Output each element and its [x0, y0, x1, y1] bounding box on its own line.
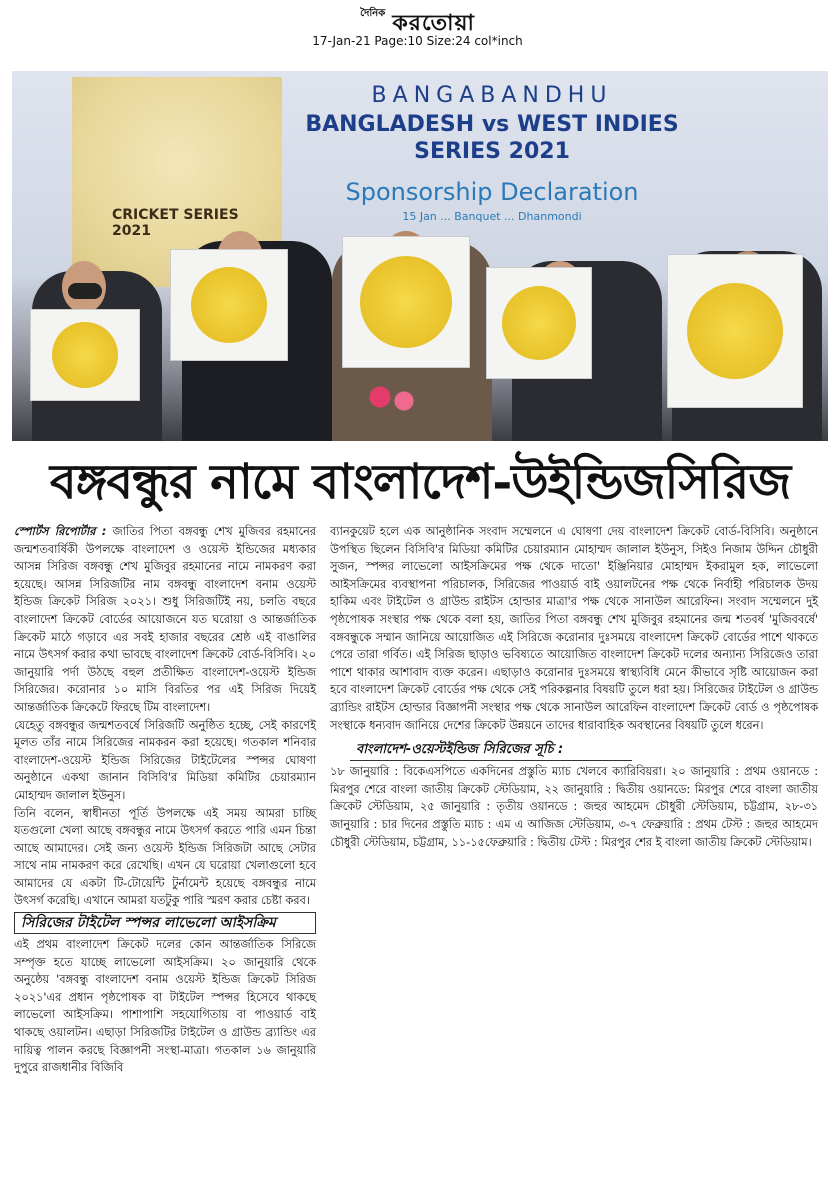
banner-line-4: Sponsorship Declaration — [345, 178, 639, 206]
subheading-schedule: বাংলাদেশ-ওয়েস্টইন্ডিজ সিরিজের সূচি : — [350, 740, 632, 761]
flower-bouquet — [362, 381, 422, 421]
paragraph: এই প্রথম বাংলাদেশ ক্রিকেট দলের কোন আন্তর্জাতিক সিরিজে সম্পৃক্ত হতে যাচ্ছে লাভেলো আইসক্রিম। ২০ জানুয়ারি থেকে অনুষ্ঠেয় 'বঙ্গবন্ধু বাংলাদেশ বনাম ওয়েস্ট ইন্ডিজ ক্রিকেট সিরিজ ২০২১'এর প্রধান পৃষ্ঠপোষক বা টাইটেল স্পন্সর হিসেবে থাকছে লাভেলো আইসক্রিম। পাশাপাশি সহযোগিতায় বা পাওয়ার্ড বাই থাকছে ওয়ালটন। এছাড়া সিরিজটির টাইটেল ও গ্রাউন্ড ব্র্যান্ডিং এর দায়িত্ব পালন করছে বিজ্ঞাপনী সংস্থা-মাত্রা। গতকাল ১৬ জানুয়ারি দুপুরে রাজধানীর বিজিবি — [14, 938, 316, 1075]
board-5 — [667, 254, 803, 408]
paragraph: তিনি বলেন, স্বাধীনতা পূর্তি উপলক্ষে এই সময় আমরা চাচ্ছি যতগুলো খেলা আছে বঙ্গবন্ধুর নামে উৎসর্গ করতে পারি এমন চিন্তা আছে আমাদের। সেই জন্য ওয়েস্ট ইন্ডিজ সিরিজটা আছে সেটার সাথে নাম নামকরণ করে রেখেছি। এখন যে ঘরোয়া খেলাগুলো হবে আমাদের যে একটা টি-টোয়েন্টি টুর্নামেন্ট হয়েছে বঙ্গবন্ধুর নামে উৎসর্গ করেছি। এখানে আমরা যতটুকু পারি স্মরণ করার চেষ্টা করব। — [14, 806, 316, 908]
paragraph: ব্যানকুয়েট হলে এক আনুষ্ঠানিক সংবাদ সম্মেলনে এ ঘোষণা দেয় বাংলাদেশ ক্রিকেট বোর্ড-বিসিবি। অনুষ্ঠানে উপস্থিত ছিলেন বিসিবি'র মিডিয়া কমিটির চেয়ারম্যান মোহাম্মদ জালাল ইউনুস, সিইও নিজাম উদ্দিন চৌধুরী সুজন, স্পন্সর লাভেলো আইসক্রিমের পক্ষ থেকে দাতো' ইঞ্জিনিয়ার মোহাম্মদ ইকরামুল হক, লাভেলো আইসক্রিমের ব্যবস্থাপনা পরিচালক, সিরিজের পাওয়ার্ড বাই ওয়ালটনের পক্ষ থেকে নির্বাহী পরিচালক উদয় হাকিম এবং টাইটেল ও গ্রাউন্ড রাইটস হোল্ডার মাত্রা'র পক্ষ থেকে সানাউল আরেফিন। সংবাদ সম্মেলনে দুই পৃষ্ঠপোষক সংস্থার পক্ষ থেকে বলা হয়, জাতির পিতা বঙ্গবন্ধু শেখ মুজিবুর রহমানের জন্ম শতবর্ষ 'মুজিববর্ষে' বঙ্গবন্ধুকে সম্মান জানিয়ে আয়োজিত এই সিরিজে করোনার দুঃসময়ে বাংলাদেশ ক্রিকেট বোর্ডের পাশে থাকতে পেরে তারা গর্বিত। এই সিরিজ ছাড়াও ভবিষ্যতে আয়োজিত বাংলাদেশ ক্রিকেট দলের অন্যান্য সিরিজেও তারা পাশে থাকার আশাবাদ ব্যক্ত করেন। এছাড়াও করোনার দুঃসময়ে স্বাস্থ্যবিধি মেনে কীভাবে সৃষ্টি আয়োজন করা হবে বাংলাদেশ ক্রিকেট বোর্ডের পক্ষ থেকে সেই পরিকল্পনার বিষয়টি তুলে ধরা হয়। সিরিজের টাইটেল ও গ্রাউন্ড ব্র্যান্ডিং রাইটস হোল্ডার বিজ্ঞাপনী সংস্থার পক্ষ থেকে সানাউল আরেফিন বাংলাদেশ ক্রিকেট বোর্ড ও পৃষ্ঠপোষক সংস্থাকে ধন্যবাদ জানিয়ে দেশের ক্রিকেট উন্নয়নে তাদের ধারাবাহিক অবস্থানের বিষয়টি তুলে ধরেন। — [330, 525, 818, 732]
event-banner — [292, 83, 692, 223]
article-column-2 — [330, 523, 818, 851]
board-1 — [30, 309, 140, 401]
news-photo — [12, 71, 828, 441]
paragraph — [14, 523, 316, 717]
newspaper-logo: করতোয়া — [392, 11, 475, 36]
person-1-mask — [68, 283, 102, 299]
byline: স্পোর্টস রিপোর্টার : — [14, 525, 107, 538]
board-5-disc — [687, 283, 783, 379]
banner-line-5: 15 Jan ... Banquet ... Dhanmondi — [402, 210, 582, 223]
board-2-disc — [191, 267, 267, 343]
headline: বঙ্গবন্ধুর নামে বাংলাদেশ-উইন্ডিজসিরিজ — [49, 454, 791, 510]
article-column-1 — [14, 523, 316, 1077]
subheading-sponsor: সিরিজের টাইটেল স্পন্সর লাভেলো আইসক্রিম — [14, 912, 316, 934]
board-1-disc — [52, 322, 118, 388]
backdrop-series-text: CRICKET SERIES 2021 — [112, 207, 239, 239]
board-3 — [342, 236, 470, 368]
board-4 — [486, 267, 592, 379]
board-3-disc — [360, 256, 452, 348]
board-4-disc — [502, 286, 576, 360]
board-2 — [170, 249, 288, 361]
logo-small-text: দৈনিক — [360, 8, 386, 19]
paragraph-text: জাতির পিতা বঙ্গবন্ধু শেখ মুজিবর রহমানের জন্মশতবার্ষিকী উপলক্ষে বাংলাদেশ ও ওয়েস্ট ইন্ডিজের মধ্যকার আসন্ন সিরিজ বঙ্গবন্ধু শেখ মুজিবুর রহমানের নামে নামকরণ করা হয়েছে। আসন্ন সিরিজটির নাম বঙ্গবন্ধু বাংলাদেশ বনাম ওয়েস্ট ইন্ডিজ ক্রিকেট সিরিজ ২০২১। শুধু সিরিজটিই নয়, চলতি বছরে বাংলাদেশ ক্রিকেট বোর্ডের আয়োজনে যত ঘরোয়া ও আন্তর্জাতিক ক্রিকেট মাঠে গড়াবে এর সবই হাজার বছরের শ্রেষ্ঠ এই বাঙালির নামে উৎসর্গ করার কথা ভাবছে বাংলাদেশ ক্রিকেট বোর্ড-বিসিবি। ২০ জানুয়ারি পর্দা উঠছে বহুল প্রতীক্ষিত বাংলাদেশ-ওয়েস্ট ইন্ডিজ সিরিজের। করোনার ১০ মাসি বিরতির পর এই সিরিজ দিয়েই আন্তর্জাতিক ক্রিকেটে ফিরছে টিম বাংলাদেশ। — [14, 525, 316, 714]
paragraph: যেহেতু বঙ্গবন্ধুর জন্মশতবর্ষে সিরিজটি অনুষ্ঠিত হচ্ছে, সেই কারণেই মূলত তাঁর নামে সিরিজের নামকরন করা হয়েছে। গতকাল শনিবার বাংলাদেশ-ওয়েস্ট ইন্ডিজ সিরিজের টাইটেলের স্পন্সর ঘোষণা অনুষ্ঠানে একথা জানান বিসিবি'র মিডিয়া কমিটির চেয়ারম্যান মোহাম্মদ জালাল ইউনুস। — [14, 718, 316, 802]
clipping-meta: 17-Jan-21 Page:10 Size:24 col*inch — [312, 34, 523, 48]
banner-line-3: SERIES 2021 — [414, 139, 570, 164]
banner-line-2: BANGLADESH vs WEST INDIES — [305, 112, 679, 137]
banner-line-1: BANGABANDHU — [371, 83, 613, 108]
paragraph: ১৮ জানুয়ারি : বিকেএসপিতে একদিনের প্রস্তুতি ম্যাচ খেলবে ক্যারিবিয়রা। ২০ জানুয়ারি : প্রথম ওয়ানডে : মিরপুর শেরে বাংলা জাতীয় ক্রিকেট স্টেডিয়াম, ২২ জানুয়ারি : দ্বিতীয় ওয়ানডে: মিরপুর শেরে বাংলা জাতীয় ক্রিকেট স্টেডিয়াম, ২৫ জানুয়ারি : তৃতীয় ওয়ানডে : জহুর আহমেদ চৌধুরী স্টেডিয়াম, চট্টগ্রাম, ২৮-৩১ জানুয়ারি : চার দিনের প্রস্তুতি ম্যাচ : এম এ আজিজ স্টেডিয়াম, ৩-৭ ফেব্রুয়ারি : প্রথম টেস্ট : জহুর আহমেদ চৌধুরী স্টেডিয়াম, চট্টগ্রাম, ১১-১৫ফেব্রুয়ারি : দ্বিতীয় টেস্ট : মিরপুর শের ই বাংলা জাতীয় ক্রিকেট স্টেডিয়াম। — [330, 765, 818, 849]
